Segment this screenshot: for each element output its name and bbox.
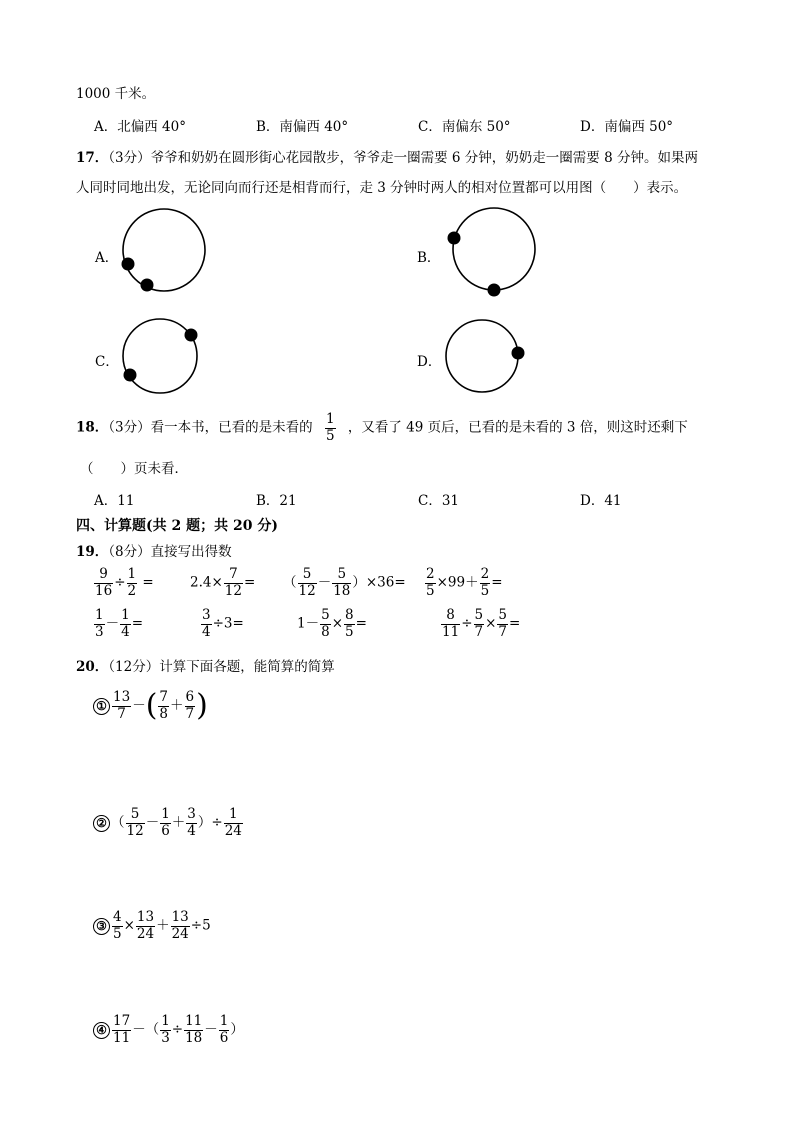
q17-figure-a — [118, 208, 212, 300]
q20-marker-3: ③ — [93, 918, 110, 935]
q18-option-a: A．11 — [94, 493, 135, 509]
q19-expr-3: （ $\frac{5}{12}$ － $\frac{5}{18}$ ）×36= — [283, 566, 406, 599]
prev-question-tail: 1000 千米。 — [76, 86, 156, 102]
q17-b-dot-2 — [488, 284, 501, 297]
q16-option-b: B．南偏西 40° — [256, 119, 349, 135]
q18-option-c: C．31 — [418, 493, 460, 509]
q18-text-line1 — [76, 412, 688, 444]
q19-header — [76, 540, 232, 560]
q18-number: 18． — [76, 419, 109, 436]
q18-line2: （ ）页未看． — [80, 461, 188, 477]
q17-c-dot-1 — [185, 329, 198, 342]
q17-figure-c — [118, 316, 208, 398]
q17-score: （3分） — [108, 150, 151, 166]
q20-expr-3: ③ $\frac{4}{5}$ × $\frac{13}{24}$ ＋ $\frac{13}{24}$ ÷5 — [93, 910, 211, 942]
q17-figure-d — [442, 318, 532, 398]
q17-c-dot-2 — [124, 369, 137, 382]
q19-number: 19． — [76, 544, 109, 560]
q19-expr-6: $\frac{3}{4}$ ÷3= — [202, 607, 244, 640]
q19-expr-5: $\frac{1}{3}$ － $\frac{1}{4}$ = — [95, 607, 143, 640]
q17-figure-b — [444, 206, 540, 300]
q16-option-c: C．南偏东 50° — [418, 119, 511, 135]
q18-text-before: 看一本书，已看的是未看的 — [150, 419, 313, 436]
q20-marker-2: ② — [93, 815, 110, 832]
q19-expr-7: 1－ $\frac{5}{8}$ × $\frac{8}{5}$ = — [297, 607, 367, 640]
q17-option-d-label: D． — [417, 354, 442, 370]
q17-line2: 人同时同地出发，无论同向而行还是相背而行，走 3 分钟时两人的相对位置都可以用图（ ）表示。 — [76, 180, 688, 196]
q18-text-after: ，又看了 49 页后，已看的是未看的 3 倍，则这时还剩下 — [347, 419, 688, 436]
q17-number: 17． — [76, 150, 109, 166]
q18-option-b: B．21 — [256, 493, 297, 509]
q17-d-dot-1 — [512, 347, 525, 360]
q18-fraction: $\frac{1}{5}$ — [325, 411, 335, 444]
q19-expr-2: 2.4× $\frac{7}{12}$ = — [190, 566, 256, 599]
q18-option-d: D．41 — [580, 493, 622, 509]
q16-option-a: A．北偏西 40° — [94, 119, 186, 135]
q19-score: （8分） — [108, 544, 151, 560]
q20-number: 20． — [76, 659, 109, 675]
q20-expr-2: ② （ $\frac{5}{12}$ － $\frac{1}{6}$ ＋ $\frac{3}{4}$ ）÷ $\frac{1}{24}$ — [93, 807, 244, 839]
q17-option-c-label: C． — [95, 354, 119, 370]
q19-title: 直接写出得数 — [150, 544, 232, 560]
section-4-heading: 四、计算题(共 2 题；共 20 分) — [76, 518, 278, 534]
q17-a-dot-1 — [122, 258, 135, 271]
q18-score: （3分） — [108, 419, 151, 436]
q20-score: （12分） — [108, 659, 160, 675]
q17-option-b-label: B． — [417, 250, 441, 266]
q19-expr-1: $\frac{9}{16}$ ÷ $\frac{1}{2}$ = — [95, 566, 154, 599]
q20-expr-4: ④ $\frac{17}{11}$ －（ $\frac{1}{3}$ ÷ $\frac{11}{18}$ － $\frac{1}{6}$ ） — [93, 1014, 244, 1046]
q20-marker-1: ① — [93, 698, 110, 715]
q20-expr-1: ① $\frac{13}{7}$ －( $\frac{7}{8}$ ＋ $\frac{6}{7}$ ) — [93, 690, 208, 722]
q17-text-line1 — [76, 146, 698, 166]
q19-expr-8: $\frac{8}{11}$ ÷ $\frac{5}{7}$ × $\frac{5}{7}$ = — [442, 607, 521, 640]
q16-option-d: D．南偏西 50° — [580, 119, 674, 135]
q17-line1: 爷爷和奶奶在圆形街心花园散步，爷爷走一圈需要 6 分钟，奶奶走一圈需要 8 分钟。如果两 — [150, 150, 698, 166]
q17-option-a-label: A． — [95, 250, 119, 266]
q20-header — [76, 655, 335, 675]
q19-expr-4: $\frac{2}{5}$ ×99＋ $\frac{2}{5}$ = — [426, 566, 503, 599]
q20-title: 计算下面各题，能简算的简算 — [159, 659, 335, 675]
q17-a-dot-2 — [141, 279, 154, 292]
q17-b-dot-1 — [448, 232, 461, 245]
q20-marker-4: ④ — [93, 1022, 110, 1039]
